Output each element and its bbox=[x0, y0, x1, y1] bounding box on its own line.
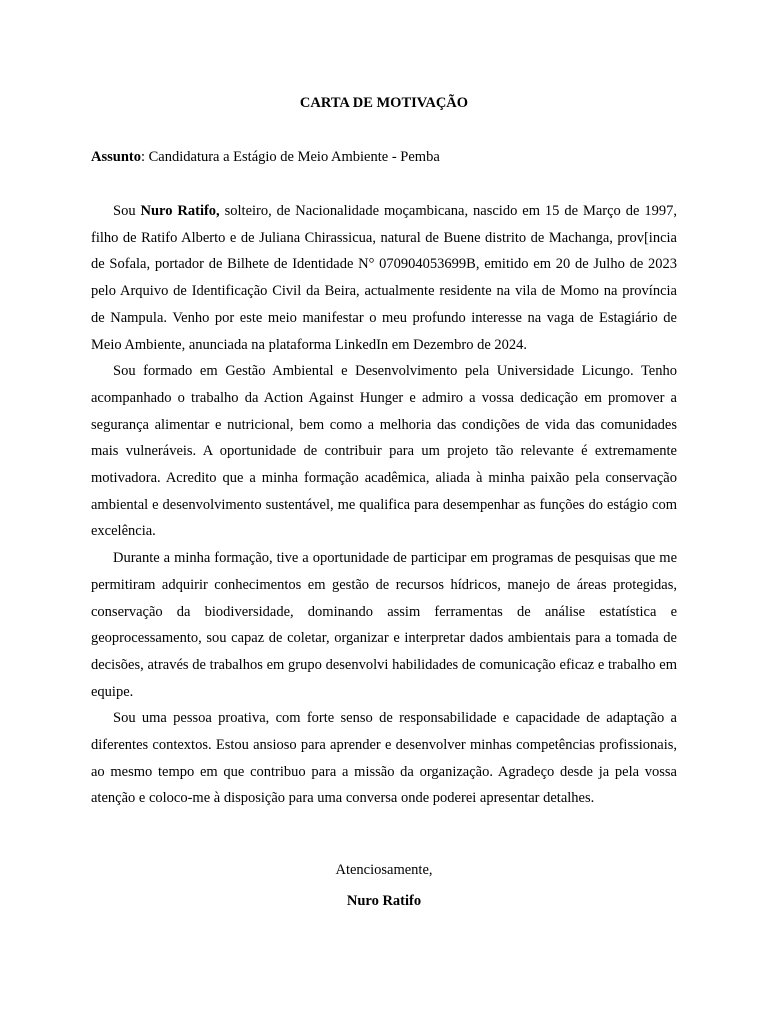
letter-body bbox=[91, 198, 677, 812]
intro-rest: solteiro, de Nacionalidade moçambicana, nascido em 15 de Março de 1997, filho de Ratifo Alberto e de Juliana Chirassicua, natural de Buene distrito de Machanga, prov[incia de Sofala, portador de Bilhete de Identidade N° 070904053699B, emitido em 20 de Julho de 2023 pelo Arquivo de Identificação Civil da Beira, actualmente residente na vila de Momo na província de Nampula. Venho por este meio manifestar o meu profundo interesse na vaga de Estagiário de Meio Ambiente, anunciada na plataforma LinkedIn em Dezembro de 2024. bbox=[91, 203, 677, 353]
applicant-name: Nuro Ratifo, bbox=[140, 203, 220, 219]
paragraph-intro bbox=[91, 198, 677, 358]
paragraph-education: Sou formado em Gestão Ambiental e Desenvolvimento pela Universidade Licungo. Tenho acompanhado o trabalho da Action Against Hunger e admiro a vossa dedicação em promover a segurança alimentar e nutricional, bem como a melhoria das condições de vida das comunidades mais vulneráveis. A oportunidade de contribuir para um projeto tão relevante é extremamente motivadora. Acredito que a minha formação acadêmica, aliada à minha paixão pela conservação ambiental e desenvolvimento sustentável, me qualifica para desempenhar as funções do estágio com excelência. bbox=[91, 363, 677, 540]
paragraph-personal: Sou uma pessoa proativa, com forte senso de responsabilidade e capacidade de adaptação a diferentes contextos. Estou ansioso para aprender e desenvolver minhas competências profissionais, ao mesmo tempo em que contribuo para a missão da organização. Agradeço desde ja pela vossa atenção e coloco-me à disposição para uma conversa onde poderei apresentar detalhes. bbox=[91, 710, 677, 807]
closing-salutation: Atenciosamente, bbox=[335, 862, 433, 878]
subject-line bbox=[91, 147, 681, 167]
subject-label: Assunto bbox=[91, 149, 141, 165]
intro-pre: Sou bbox=[113, 203, 141, 219]
subject-text: : Candidatura a Estágio de Meio Ambiente - Pemba bbox=[140, 149, 440, 165]
paragraph-experience: Durante a minha formação, tive a oportunidade de participar em programas de pesquisas que me permitiram adquirir conhecimentos em gestão de recursos hídricos, manejo de áreas protegidas, conservação da biodiversidade, dominando assim ferramentas de análise estatística e geoprocessamento, sou capaz de coletar, organizar e interpretar dados ambientais para a tomada de decisões, através de trabalhos em grupo desenvolvi habilidades de comunicação eficaz e trabalho em equipe. bbox=[91, 550, 677, 700]
signature-name: Nuro Ratifo bbox=[346, 893, 422, 909]
letter-title: CARTA DE MOTIVAÇÃO bbox=[299, 95, 469, 111]
